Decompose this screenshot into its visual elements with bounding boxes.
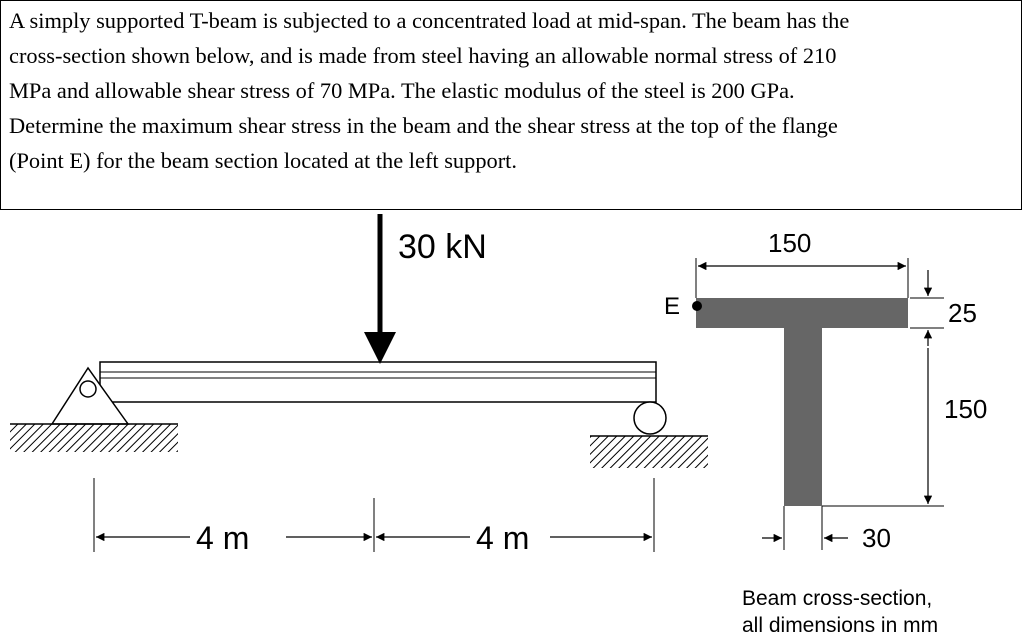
section-caption-line-2: all dimensions in mm xyxy=(742,614,939,637)
problem-line-1: A simply supported T-beam is subjected to a concentrated load at mid-span. The beam has the xyxy=(9,8,850,33)
flange-width-label: 150 xyxy=(768,228,812,258)
roller-support xyxy=(590,402,708,468)
t-section xyxy=(692,298,908,506)
problem-line-3: MPa and allowable shear stress of 70 MPa. The elastic modulus of the steel is 200 GPa. xyxy=(9,78,795,103)
point-e-marker xyxy=(692,301,702,311)
problem-line-4: Determine the maximum shear stress in the beam and the shear stress at the top of the flange xyxy=(9,113,838,138)
problem-line-5: (Point E) for the beam section located at the left support. xyxy=(9,148,517,173)
web-height-dimension xyxy=(822,348,944,506)
right-span-label: 4 m xyxy=(476,520,530,556)
load-label: 30 kN xyxy=(398,228,487,266)
beam-body xyxy=(100,362,656,402)
ground-hatch-right xyxy=(590,436,708,468)
web-thickness-dimension xyxy=(762,506,848,550)
beam xyxy=(100,362,656,402)
load-arrow xyxy=(364,214,396,364)
web-height-label: 150 xyxy=(944,394,988,424)
left-span-label: 4 m xyxy=(196,520,250,556)
problem-line-2: cross-section shown below, and is made from steel having an allowable normal stress of 210 xyxy=(9,43,837,68)
web xyxy=(784,326,822,506)
flange-thickness-dimension xyxy=(910,270,944,346)
flange-width-dimension xyxy=(696,258,908,298)
web-thickness-label: 30 xyxy=(862,523,891,553)
span-dimensions xyxy=(94,478,654,552)
flange-thickness-label: 25 xyxy=(948,298,977,328)
point-e-label: E xyxy=(664,293,681,320)
section-caption-line-1: Beam cross-section, xyxy=(742,587,933,610)
ground-hatch-left xyxy=(10,424,178,452)
flange xyxy=(696,298,908,328)
